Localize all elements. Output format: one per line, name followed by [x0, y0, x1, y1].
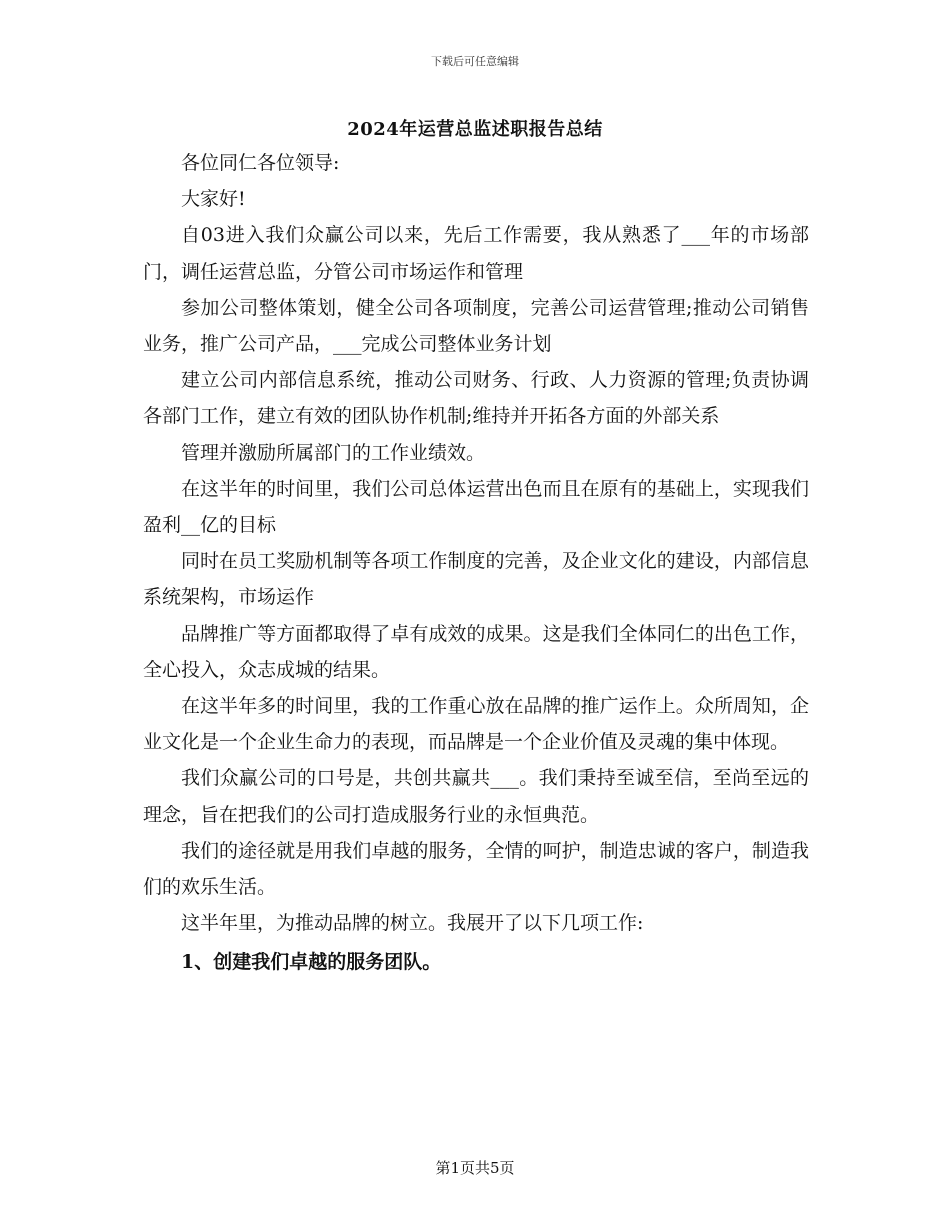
paragraph-hello: 大家好! — [181, 188, 246, 211]
paragraph: 我们众赢公司的口号是，共创共赢共___。我们秉持至诚至信，至尚至远的理念，旨在把我们的公司打造成服务行业的永恒典范。 — [143, 767, 809, 826]
header-note: 下载后可任意编辑 — [431, 55, 519, 68]
document-title: 2024年运营总监述职报告总结 — [347, 119, 603, 140]
page-number-footer: 第1页共5页 — [435, 1159, 515, 1177]
section-heading: 1、创建我们卓越的服务团队。 — [181, 951, 442, 974]
paragraph: 自03进入我们众赢公司以来，先后工作需要，我从熟悉了___年的市场部门，调任运营总监，分管公司市场运作和管理 — [143, 224, 809, 283]
paragraph: 同时在员工奖励机制等各项工作制度的完善，及企业文化的建设，内部信息系统架构，市场运作 — [143, 550, 809, 609]
paragraph: 在这半年的时间里，我们公司总体运营出色而且在原有的基础上，实现我们盈利__亿的目标 — [143, 477, 809, 537]
paragraph: 这半年里，为推动品牌的树立。我展开了以下几项工作: — [181, 912, 644, 935]
document-body — [143, 145, 809, 981]
paragraph-greeting: 各位同仁各位领导: — [181, 152, 340, 174]
paragraph: 品牌推广等方面都取得了卓有成效的成果。这是我们全体同仁的出色工作，全心投入，众志成城的结果。 — [143, 622, 809, 681]
paragraph: 我们的途径就是用我们卓越的服务，全情的呵护，制造忠诚的客户，制造我们的欢乐生活。 — [143, 839, 809, 899]
paragraph: 管理并激励所属部门的工作业绩效。 — [181, 441, 486, 464]
paragraph: 参加公司整体策划，健全公司各项制度，完善公司运营管理;推动公司销售业务，推广公司产品，___完成公司整体业务计划 — [143, 296, 809, 356]
paragraph: 建立公司内部信息系统，推动公司财务、行政、人力资源的管理;负责协调各部门工作，建立有效的团队协作机制;维持并开拓各方面的外部关系 — [143, 369, 809, 428]
paragraph: 在这半年多的时间里，我的工作重心放在品牌的推广运作上。众所周知，企业文化是一个企业生命力的表现，而品牌是一个企业价值及灵魂的集中体现。 — [143, 695, 809, 754]
